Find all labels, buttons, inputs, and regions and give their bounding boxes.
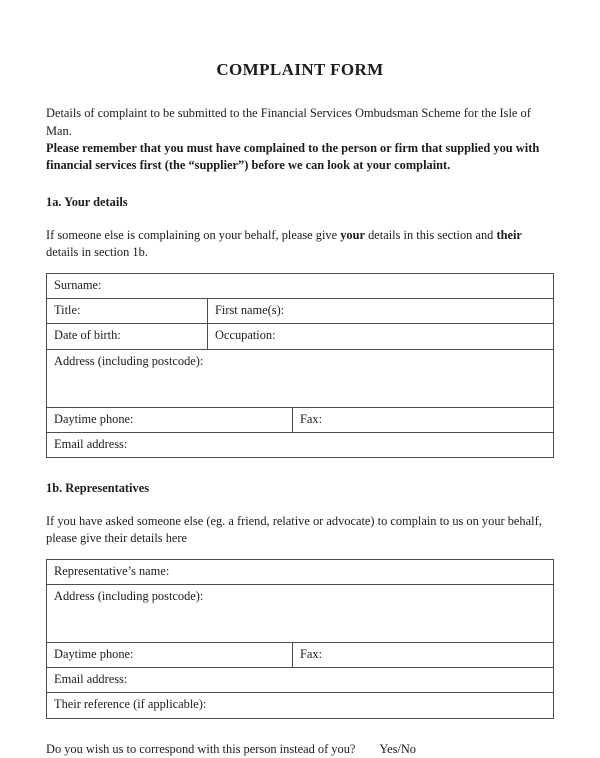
- rep-address-row: [47, 584, 553, 642]
- note-part-1: If someone else is complaining on your behalf, please give: [46, 228, 341, 242]
- surname-field: Surname:: [54, 278, 102, 293]
- section-1a-note: [46, 227, 554, 261]
- representative-name-field: Representative’s name:: [54, 564, 170, 579]
- rep-daytime-phone-field: Daytime phone:: [54, 647, 134, 662]
- representative-name-row: [47, 560, 553, 584]
- your-details-table: [46, 273, 554, 458]
- title-firstname-row: [47, 298, 553, 323]
- phone-fax-row: [47, 407, 553, 432]
- fax-field: Fax:: [292, 408, 553, 432]
- rep-reference-field: Their reference (if applicable):: [54, 697, 207, 712]
- section-1a-heading: 1a. Your details: [46, 194, 128, 209]
- section-1b-heading: 1b. Representatives: [46, 480, 150, 495]
- section-1b-note: If you have asked someone else (eg. a friend, relative or advocate) to complain to us on your behalf, please give their details here: [46, 513, 542, 545]
- email-row: [47, 432, 553, 457]
- note-part-2: details in this section and: [365, 228, 497, 242]
- yes-no-answer: Yes/No: [379, 741, 417, 756]
- intro-bold-text: Please remember that you must have complained to the person or firm that supplied you with financial services first (the “supplier”) before we can look at your complaint.: [46, 140, 540, 172]
- rep-email-row: [47, 667, 553, 692]
- rep-reference-row: [47, 692, 553, 717]
- first-names-field: First name(s):: [207, 299, 553, 323]
- page-title: COMPLAINT FORM: [216, 60, 384, 79]
- note-part-3: details in section 1b.: [46, 245, 148, 260]
- note-bold-their: their: [496, 228, 522, 242]
- rep-address-field: Address (including postcode):: [54, 589, 204, 604]
- representative-table: [46, 559, 554, 718]
- title-field: Title:: [54, 303, 81, 318]
- correspond-question-text: Do you wish us to correspond with this person instead of you?: [46, 741, 356, 756]
- address-row: [47, 349, 553, 407]
- surname-row: [47, 274, 553, 298]
- email-field: Email address:: [54, 436, 128, 451]
- intro-paragraph: [46, 105, 554, 173]
- dob-occupation-row: [47, 323, 553, 348]
- occupation-field: Occupation:: [207, 324, 553, 348]
- intro-text: Details of complaint to be submitted to the Financial Services Ombudsman Scheme for the Isle of Man.: [46, 106, 531, 138]
- address-field: Address (including postcode):: [54, 353, 204, 368]
- rep-phone-fax-row: [47, 642, 553, 667]
- note-bold-your: your: [340, 228, 365, 242]
- rep-fax-field: Fax:: [292, 643, 553, 667]
- date-of-birth-field: Date of birth:: [54, 328, 121, 343]
- daytime-phone-field: Daytime phone:: [54, 411, 134, 426]
- correspond-question: [46, 741, 554, 758]
- rep-email-field: Email address:: [54, 672, 128, 687]
